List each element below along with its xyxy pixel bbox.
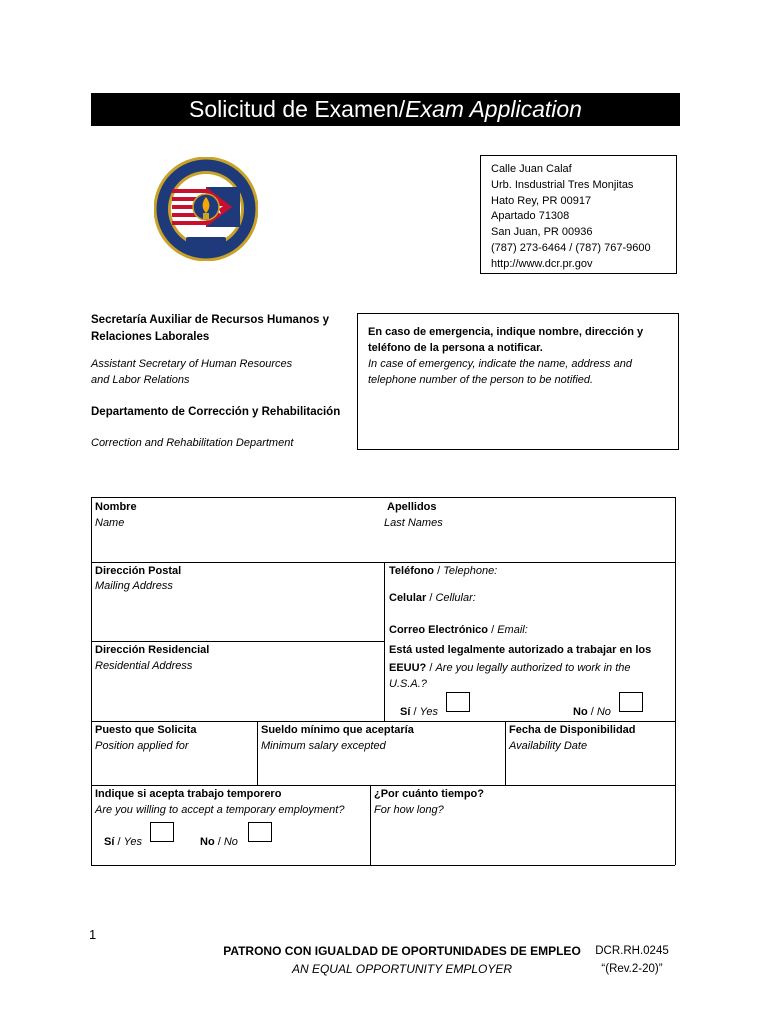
email-en: Email: bbox=[497, 624, 528, 636]
department-es: Departamento de Corrección y Rehabilitación bbox=[91, 406, 341, 418]
puesto-label: Puesto que Solicita bbox=[95, 724, 197, 736]
address-line: Calle Juan Calaf bbox=[491, 163, 572, 175]
authorized-en-2: U.S.A.? bbox=[389, 678, 427, 690]
sueldo-label: Sueldo mínimo que aceptaría bbox=[261, 724, 414, 736]
separator: / bbox=[491, 624, 495, 636]
separator: / bbox=[437, 565, 441, 577]
no-en: No bbox=[223, 836, 238, 848]
emergency-contact-box[interactable] bbox=[357, 313, 679, 450]
telephone-label bbox=[389, 563, 497, 579]
fecha-label: Fecha de Disponibilidad bbox=[509, 724, 636, 736]
no-es: No bbox=[573, 706, 588, 718]
temporary-no-checkbox[interactable] bbox=[248, 822, 272, 842]
secretaria-es-1: Secretaría Auxiliar de Recursos Humanos y bbox=[91, 314, 329, 326]
authorized-yes-checkbox[interactable] bbox=[446, 692, 470, 712]
separator: / bbox=[590, 706, 594, 718]
secretaria-es-2: Relaciones Laborales bbox=[91, 331, 210, 343]
emergency-es-2: teléfono de la persona a notificar. bbox=[368, 342, 543, 354]
separator: / bbox=[117, 836, 121, 848]
residential-address-input[interactable] bbox=[92, 676, 382, 720]
page-number: 1 bbox=[89, 927, 97, 942]
emergency-en-1: In case of emergency, indicate the name, address and bbox=[368, 358, 632, 370]
revision: “(Rev.2-20)” bbox=[601, 963, 663, 975]
availability-date-input[interactable] bbox=[507, 755, 673, 784]
residential-address-label: Residential Address bbox=[95, 660, 193, 672]
form-divider bbox=[370, 785, 371, 865]
form-divider bbox=[505, 721, 506, 785]
authorized-line-2 bbox=[389, 660, 631, 676]
temporary-yes-label bbox=[104, 834, 142, 850]
address-line: San Juan, PR 00936 bbox=[491, 226, 593, 239]
yes-en: Yes bbox=[123, 836, 142, 848]
telephone-en: Telephone: bbox=[443, 565, 498, 577]
temporal-es-label: Indique si acepta trabajo temporero bbox=[95, 788, 282, 800]
celular-es: Celular bbox=[389, 592, 427, 604]
mailing-address-input[interactable] bbox=[92, 596, 382, 640]
authorized-es-1: Está usted legalmente autorizado a trabajar en los bbox=[389, 644, 652, 656]
tiempo-es-label: ¿Por cuánto tiempo? bbox=[374, 788, 484, 800]
cellular-en: Cellular: bbox=[435, 592, 476, 604]
email-label bbox=[389, 622, 528, 638]
phone-line: (787) 273-6464 / (787) 767-9600 bbox=[491, 241, 651, 254]
si-es: Sí bbox=[104, 836, 115, 848]
name-input[interactable] bbox=[92, 532, 674, 561]
separator: / bbox=[413, 706, 417, 718]
authorized-en-1: Are you legally authorized to work in the bbox=[435, 662, 631, 674]
name-label: Name bbox=[95, 517, 125, 529]
yes-en: Yes bbox=[419, 706, 438, 718]
position-input[interactable] bbox=[92, 755, 255, 784]
last-names-label: Last Names bbox=[384, 517, 443, 529]
form-border-top bbox=[91, 497, 675, 498]
direccion-residencial-label: Dirección Residencial bbox=[95, 644, 210, 656]
form-divider bbox=[384, 562, 385, 721]
salary-label: Minimum salary excepted bbox=[261, 740, 386, 752]
temporary-yes-checkbox[interactable] bbox=[150, 822, 174, 842]
form-border-right bbox=[675, 497, 676, 865]
secretaria-en-2: and Labor Relations bbox=[91, 374, 190, 386]
no-es: No bbox=[200, 836, 215, 848]
title-english: Exam Application bbox=[405, 96, 582, 122]
authorized-no-checkbox[interactable] bbox=[619, 692, 643, 712]
no-en: No bbox=[596, 706, 611, 718]
address-box bbox=[480, 155, 677, 274]
si-es: Sí bbox=[400, 706, 411, 718]
form-code: DCR.RH.0245 bbox=[595, 945, 669, 957]
website-link[interactable]: http://www.dcr.pr.gov bbox=[491, 257, 593, 270]
mailing-address-label: Mailing Address bbox=[95, 580, 173, 592]
position-label: Position applied for bbox=[95, 740, 189, 752]
page-title bbox=[91, 93, 680, 126]
correo-es: Correo Electrónico bbox=[389, 624, 489, 636]
temporal-en-label: Are you willing to accept a temporary employment? bbox=[95, 804, 345, 816]
employer-en: AN EQUAL OPPORTUNITY EMPLOYER bbox=[291, 962, 513, 976]
address-line: Apartado 71308 bbox=[491, 210, 570, 223]
form-border-bottom bbox=[91, 865, 675, 866]
department-seal-logo bbox=[154, 157, 258, 261]
salary-input[interactable] bbox=[259, 755, 503, 784]
employer-es: PATRONO CON IGUALDAD DE OPORTUNIDADES DE EMPLEO bbox=[223, 944, 581, 958]
authorized-es-2: EEUU? bbox=[389, 662, 427, 674]
form-divider bbox=[257, 721, 258, 785]
separator: / bbox=[429, 662, 433, 674]
availability-date-label: Availability Date bbox=[509, 740, 588, 752]
apellidos-label: Apellidos bbox=[387, 501, 437, 513]
secretaria-en-1: Assistant Secretary of Human Resources bbox=[91, 358, 293, 370]
temporary-no-label bbox=[200, 834, 238, 850]
address-line: Urb. Insdustrial Tres Monjitas bbox=[491, 178, 634, 191]
emergency-es-1: En caso de emergencia, indique nombre, dirección y bbox=[368, 326, 644, 338]
separator: / bbox=[429, 592, 433, 604]
department-en: Correction and Rehabilitation Department bbox=[91, 437, 294, 449]
cellular-label bbox=[389, 590, 476, 606]
emergency-en-2: telephone number of the person to be notified. bbox=[368, 374, 594, 386]
separator: / bbox=[217, 836, 221, 848]
direccion-postal-label: Dirección Postal bbox=[95, 565, 182, 577]
authorized-yes-label bbox=[400, 704, 438, 720]
address-line: Hato Rey, PR 00917 bbox=[491, 194, 592, 207]
title-spanish: Solicitud de Examen/ bbox=[189, 96, 406, 122]
authorized-no-label bbox=[573, 704, 611, 720]
tiempo-en-label: For how long? bbox=[374, 804, 444, 816]
duration-input[interactable] bbox=[372, 820, 673, 864]
nombre-label: Nombre bbox=[95, 501, 137, 513]
telefono-es: Teléfono bbox=[389, 565, 435, 577]
